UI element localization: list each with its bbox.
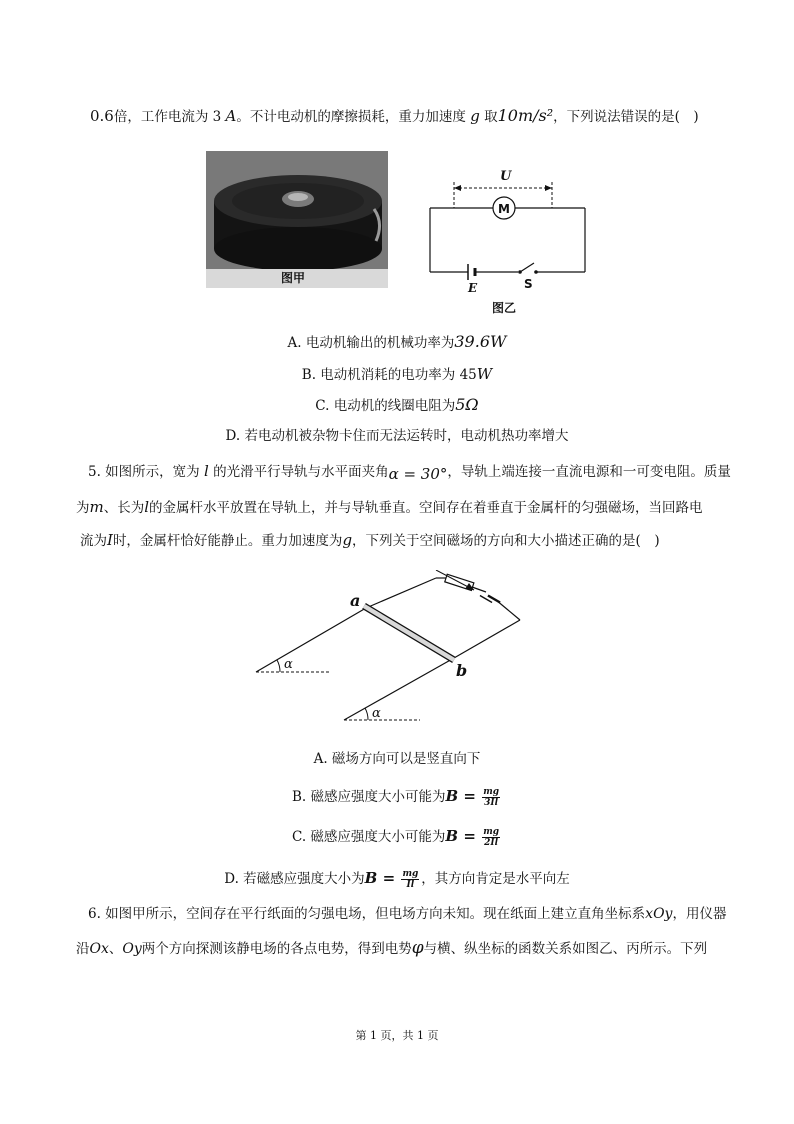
fraction-d: $\frac{mg}{Il}$ <box>402 869 419 890</box>
label-s: S <box>524 277 533 291</box>
photo-caption: 图甲 <box>281 271 306 285</box>
q5-option-b: B. 磁感应强度大小可能为B = $\frac{mg}{3Il}$ <box>291 787 500 808</box>
q5-option-c: C. 磁感应强度大小可能为B = $\frac{mg}{2Il}$ <box>291 827 500 848</box>
q6-line-2: 沿Ox、Oy两个方向探测该静电场的各点电势，得到电势φ与横、纵坐标的函数关系如图乙、丙所示。下列 <box>76 938 708 958</box>
intro-num: 0.6 <box>90 107 114 125</box>
motor-circuit-diagram <box>420 160 610 320</box>
label-e: E <box>468 281 478 295</box>
q5-option-d: D. 若磁感应强度大小为B = $\frac{mg}{Il}$ ，其方向肯定是水平向左 <box>224 869 570 890</box>
intro-line: 0.6倍，工作电流为 3 A。不计电动机的摩擦损耗，重力加速度 g 取10m/s²，下列说法错误的是( ) <box>90 106 699 125</box>
inclined-rails-diagram <box>250 570 540 730</box>
alpha-label-1: α <box>284 657 293 672</box>
q4-option-b: B. 电动机消耗的电功率为 45W <box>301 365 493 383</box>
circuit-caption: 图乙 <box>492 301 517 315</box>
q5-line-3: 流为I时，金属杆恰好能静止。重力加速度为g，下列关于空间磁场的方向和大小描述正确的是( ) <box>80 531 660 549</box>
q6-line-1: 6. 如图甲所示，空间存在平行纸面的匀强电场，但电场方向未知。现在纸面上建立直角坐标系xOy，用仪器 <box>88 906 727 922</box>
q4-option-a: A. 电动机输出的机械功率为39.6W <box>287 332 507 351</box>
q4-option-d: D. 若电动机被杂物卡住而无法运转时，电动机热功率增大 <box>225 428 569 444</box>
fraction-b: $\frac{mg}{3Il}$ <box>483 787 500 808</box>
q5-line-1: 5. 如图所示，宽为 l 的光滑平行导轨与水平面夹角α = 30°，导轨上端连接一直流电源和一可变电阻。质量 <box>88 462 731 483</box>
q4-option-c: C. 电动机的线圈电阻为5Ω <box>315 395 479 414</box>
q5-option-a: A. 磁场方向可以是竖直向下 <box>313 751 481 767</box>
motor-photo <box>206 151 388 288</box>
label-b: b <box>456 661 468 680</box>
alpha-label-2: α <box>372 706 381 721</box>
label-u: U <box>500 169 512 184</box>
acceleration-value: 10m/s² <box>497 106 554 125</box>
q5-line-2: 为m、长为l的金属杆水平放置在导轨上，并与导轨垂直。空间存在着垂直于金属杆的匀强磁场，当回路电 <box>76 498 703 516</box>
page-footer: 第 1 页，共 1 页 <box>355 1029 439 1042</box>
label-a: a <box>350 591 361 610</box>
label-m: M <box>498 202 510 216</box>
fraction-c: $\frac{mg}{2Il}$ <box>483 827 500 848</box>
